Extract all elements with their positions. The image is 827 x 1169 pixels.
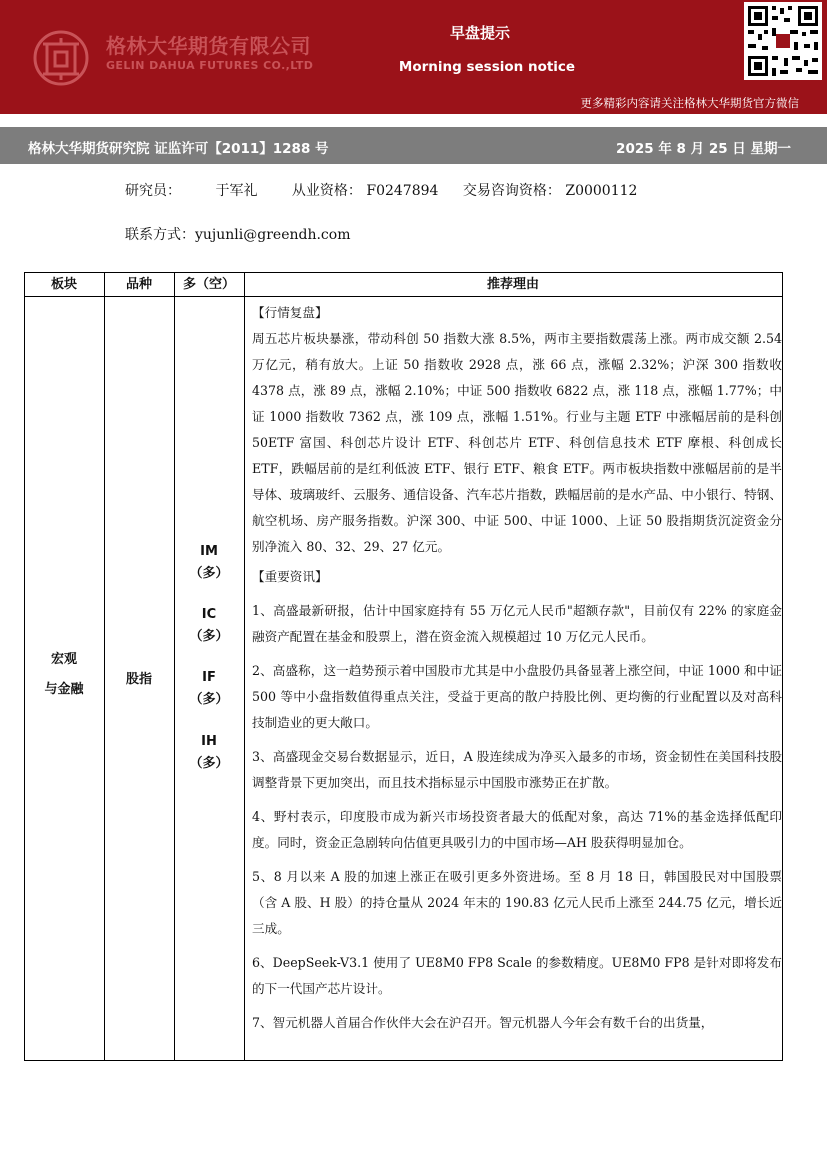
table-col-divider — [104, 272, 105, 1061]
header-reason: 推荐理由 — [486, 277, 539, 292]
news-title: 【重要资讯】 — [252, 569, 328, 584]
direction-value: （多） — [189, 756, 229, 771]
table-col-divider — [244, 272, 245, 1061]
header-variety: 品种 — [125, 277, 152, 292]
table-right-border — [782, 272, 783, 1061]
report-title-cn: 早盘提示 — [449, 24, 510, 42]
news-item: 7、智元机器人首届合作伙伴大会在沪召开。智元机器人今年会有数千台的出货量， — [252, 1015, 714, 1030]
direction-value: （多） — [189, 692, 229, 707]
consult-qualification-label: 交易咨询资格： — [462, 183, 561, 199]
review-paragraph: 周五芯片板块暴涨，带动科创 50 指数大涨 8.5%，两市主要指数震荡上涨。两市成交额 2.54 万亿元，稍有放大。上证 50 指数收 2928 点，涨 66 点，涨幅 2.32%；沪深 300 指数收 4378 点，涨 89 点，涨幅 2.10%；中证 500 指数收 6822 点，涨 118 点，涨幅 1.77%；中证 1000 指数收 7362 点，涨 109 点，涨幅 1.51%。行业与主题 ETF 中涨幅居前的是科创 50ETF 富国、科创芯片设计 ETF、科创芯片 ETF、科创信息技术 ETF 摩根、科创成长 ETF，跌幅居前的是红利低波 ETF、银行 ETF、粮食 ETF。两市板块指数中涨幅居前的是半导体、玻璃玻纤、云服务、通信设备、汽车芯片指数，跌幅居前的是水产品、中小银行、特钢、航空机场、房产服务指数。沪深 300、中证 500、中证 1000、上证 50 股指期货沉淀资金分别净流入 80、32、29、27 亿元。 — [252, 331, 782, 554]
header-band — [0, 0, 827, 114]
wechat-qr-code — [744, 2, 822, 80]
sector-cell — [24, 645, 104, 705]
company-name-cn: 格林大华期货有限公司 — [106, 34, 311, 58]
sector-line1: 宏观 — [50, 652, 77, 667]
sector-line2: 与金融 — [44, 682, 84, 697]
news-item: 1、高盛最新研报，估计中国家庭持有 55 万亿元人民币"超额存款"，目前仅有 22% 的家庭金融资产配置在基金和股票上，潜在资金流入规模超过 10 万亿元人民币。 — [252, 603, 782, 644]
institute-license: 格林大华期货研究院 证监许可【2011】1288 号 — [28, 141, 329, 157]
company-logo-icon — [33, 30, 89, 86]
researcher-label: 研究员： — [125, 183, 181, 199]
info-bar — [0, 127, 827, 164]
news-item: 3、高盛现金交易台数据显示，近日，A 股连续成为净买入最多的市场，资金韧性在美国科技股调整背景下更加突出，而且技术指标显示中国股市涨势正在扩散。 — [252, 749, 782, 790]
direction-if — [174, 667, 244, 711]
direction-code: IC — [201, 607, 217, 622]
direction-ih — [174, 731, 244, 775]
header-direction: 多（空） — [182, 277, 235, 292]
company-name-en: GELIN DAHUA FUTURES CO.,LTD — [106, 59, 314, 72]
variety-cell: 股指 — [125, 672, 152, 687]
review-title: 【行情复盘】 — [252, 305, 328, 320]
direction-im — [174, 541, 244, 585]
table-header-border — [24, 296, 783, 297]
direction-value: （多） — [189, 566, 229, 581]
news-item: 2、高盛称，这一趋势预示着中国股市尤其是中小盘股仍具备显著上涨空间，中证 1000 和中证 500 等中小盘指数值得重点关注，受益于更高的散户持股比例、更均衡的行业配置以及对高科技制造业的更大敞口。 — [252, 663, 782, 730]
direction-value: （多） — [189, 629, 229, 644]
report-title-en: Morning session notice — [398, 59, 576, 75]
follow-wechat-text: 更多精彩内容请关注格林大华期货官方微信 — [580, 96, 799, 110]
header-sector: 板块 — [50, 277, 77, 292]
consult-qualification-number: Z0000112 — [565, 183, 638, 199]
direction-code: IH — [201, 734, 217, 749]
news-item: 6、DeepSeek-V3.1 使用了 UE8M0 FP8 Scale 的参数精度。UE8M0 FP8 是针对即将发布的下一代国产芯片设计。 — [252, 955, 782, 996]
table-bottom-border — [24, 1060, 783, 1061]
reason-cell — [252, 300, 782, 1060]
news-item: 5、8 月以来 A 股的加速上涨正在吸引更多外资进场。至 8 月 18 日，韩国股民对中国股票（含 A 股、H 股）的持仓量从 2024 年末的 190.83 亿元人民币上涨至 244.75 亿元，增长近三成。 — [252, 869, 782, 936]
qualification-label: 从业资格： — [291, 183, 362, 199]
report-date: 2025 年 8 月 25 日 星期一 — [616, 141, 791, 157]
researcher-line — [125, 180, 637, 200]
contact-line: 联系方式：yujunli@greendh.com — [125, 227, 351, 243]
researcher-name: 于军礼 — [215, 183, 258, 199]
direction-code: IM — [200, 544, 218, 559]
direction-ic — [174, 604, 244, 648]
news-item: 4、野村表示，印度股市成为新兴市场投资者最大的低配对象，高达 71%的基金选择低配印度。同时，资金正急剧转向估值更具吸引力的中国市场—AH 股获得明显加仓。 — [252, 809, 782, 850]
direction-code: IF — [202, 670, 216, 685]
qualification-number: F0247894 — [366, 183, 439, 199]
